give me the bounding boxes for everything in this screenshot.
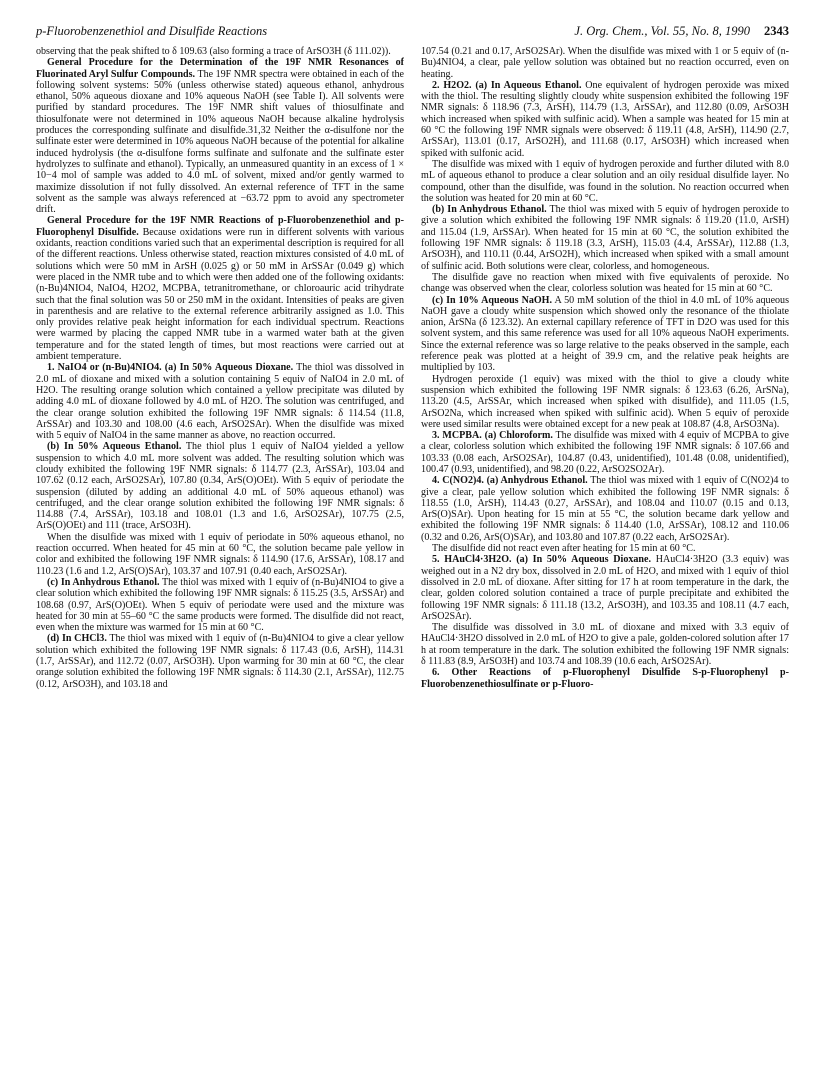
journal-name: J. Org. Chem., Vol. 55, No. 8, 1990 — [574, 24, 750, 38]
paragraph-text: Because oxidations were run in different solvents with various oxidants, reaction conditions varied such that an experimental description is required for all of the different reactions. Unless otherwise stated, reaction mixtures consisted of 4.0 mL of solutions which were 50 mM in ArSH (0.025 g) or 50 mM in ArSSAr (0.049 g) which were placed in the NMR tube and to which were then added one of the following oxidants: (n-Bu)4NIO4, NaIO4, H2O2, MCPBA, tetranitromethane, or chloroauric acid trihydrate such that the final solution was 50 or 250 mM in the oxidant. Intensities of peaks are given in parenthesis and are relative to the external reference arbitrarily assigned as 1.0. This only provides relative peak height information for each individual spectrum. Reactions were warmed by placing the capped NMR tube in a warmed water bath at the given temperature and for the stated length of times, but most reactions were carried out at ambient temperature. — [36, 226, 404, 363]
running-title: p-Fluorobenzenethiol and Disulfide Reactions — [36, 24, 268, 38]
paragraph-text: The 19F NMR spectra were obtained in each of the following solvent systems: 50% (unless otherwise stated) aqueous ethanol, anhydrous ethanol, 50% aqueous dioxane and 10% aqueous NaOH (see Table I). All solvents were purified by standard procedures. The 19F NMR shift values of thiosulfinate and thiosulfonate were not determined in 10% aqueous NaOH because alkaline hydrolysis produces the corresponding sulfinate and disulfide.31,32 Neither the α-disulfone nor the sulfinate ester were determined in 10% aqueous NaOH because of the potential for alkaline induced hydrolysis (the α-disulfone forms sulfinate and sulfonate and the sulfinate ester hydrolyzes to sulfinate and ethanol). Typically, an unmeasured quantity in an excess of 1 × 10−4 mol of sample was added to 4.0 mL of solvent, mixed and/or gently warmed to maximize dissolution if not fully dissolved. An external reference of TFT in the same solvent as the sample was always referenced at −63.72 ppm to avoid any spectrometer drift. — [36, 68, 404, 216]
paragraph-text: When the disulfide was mixed with 1 equiv of periodate in 50% aqueous ethanol, no reaction occurred. When heated for 45 min at 60 °C, the solution became pale yellow in color and exhibited the following 19F NMR signals: δ 114.90 (17.6, ArSSAr), 108.17 and 110.23 (1.6 and 1.2, ArS(O)SAr), 103.37 and 107.91 (0.40 each, ArSO2SAr). — [36, 531, 404, 577]
paragraph-text: The thiol was mixed with 1 equiv of (n-Bu)4NIO4 to give a clear solution which exhibited the following 19F NMR signals: δ 115.25 (3.5, ArSSAr) and 108.68 (0.97, ArS(O)OEt). When 5 equiv of periodate were used and the mixture was heated for 30 min at 55–60 °C the same products were formed. The disulfide did not react, even when the mixture was warmed for 15 min at 60 °C. — [36, 576, 404, 634]
paragraph — [421, 159, 789, 204]
paragraph — [36, 633, 404, 689]
paragraph — [36, 46, 404, 57]
paragraph-text: observing that the peak shifted to δ 109.63 (also forming a trace of ArSO3H (δ 111.02)). — [36, 46, 391, 57]
paragraph — [36, 532, 404, 577]
paragraph — [36, 577, 404, 633]
left-text-column — [36, 46, 404, 1056]
paragraph — [421, 374, 789, 430]
paragraph — [421, 80, 789, 159]
paragraph-text: The thiol was dissolved in 2.0 mL of dioxane and mixed with a solution containing 5 equiv of NaIO4 in 2.0 mL of H2O. The resulting orange solution which contained a yellow precipitate was diluted by adding 4.0 mL of dioxane followed by 4.0 mL of H2O. The solution was centrifuged, and the clear orange solution exhibited the following 19F NMR signals: δ 114.54 (11.8, ArSSAr) and 103.30 and 108.00 (4.6 each, ArSO2SAr). When the disulfide was mixed with 5 equiv of NaIO4 in the same manner as above, no reaction occurred. — [36, 362, 404, 442]
paragraph — [421, 204, 789, 272]
section-heading: (b) In 50% Aqueous Ethanol. — [47, 441, 182, 453]
page-number: 2343 — [764, 24, 789, 38]
paragraph-text: The thiol was mixed with 1 equiv of C(NO2)4 to give a clear, pale yellow solution which exhibited the following 19F NMR signals: δ 118.55 (1.0, ArSH), 114.43 (0.27, ArSSAr), and 108.04 and 110.07 (0.15 and 0.13, ArS(O)SAr). Upon heating for 15 min at 55 °C, the solution became dark yellow and exhibited the following 19F NMR signals: δ 114.40 (1.0, ArSSAr), 108.12 and 110.06 (0.32 and 0.26, ArS(O)SAr), and 103.80 and 107.87 (0.22 each, ArSO2SAr). — [421, 475, 789, 543]
paragraph — [421, 622, 789, 667]
section-heading: 3. MCPBA. (a) Chloroform. — [432, 430, 553, 442]
paragraph-text: One equivalent of hydrogen peroxide was mixed with the thiol. The resulting slightly cloudy white suspension exhibited the following 19F NMR signals: δ 118.96 (7.3, ArSH), 114.79 (1.3, ArSSAr), and 112.80 (0.09, ArSO3H which increased when spiked with sulfinic acid). When a sample was heated for 15 min at 60 °C the following 19F NMR signals were observed: δ 119.11 (4.8, ArSH), 114.90 (2.7, ArSSAr), 113.01 (0.17, ArSO2H), and 111.68 (0.17, ArSO3H) which increased when spiked with sulfonic acid. — [421, 79, 789, 159]
paragraph-text: The disulfide was mixed with 1 equiv of hydrogen peroxide and further diluted with 8.0 mL of aqueous ethanol to produce a clear solution and an oily residual disulfide layer. No compound, other than the disulfide, was found in the solution. No reaction occurred when the solution was heated for 20 min at 60 °C. — [421, 158, 789, 204]
paragraph — [421, 46, 789, 80]
running-header — [36, 24, 789, 42]
paragraph — [421, 272, 789, 295]
paragraph-text: The thiol plus 1 equiv of NaIO4 yielded a yellow suspension to which 4.0 mL more solvent was added. The resulting solution which was cloudy exhibited the following 19F NMR signals: δ 114.77 (2.3, ArSSAr), 103.04 and 107.62 (0.12 each, ArSO2SAr), 107.80 (0.34, ArS(O)OEt). With 5 equiv of periodate the suspension (diluted by adding an additional 4.0 mL of 50% aqueous ethanol) was centrifuged, and the clear orange solution exhibited the following 19F NMR signals: δ 114.88 (7.4, ArSSAr), 103.18 and 108.01 (1.3 and 1.6, ArSO2SAr), 107.75 (2.5, ArS(O)OEt) and 111 (trace, ArSO3H). — [36, 441, 404, 532]
section-heading: 2. H2O2. (a) In Aqueous Ethanol. — [432, 79, 582, 91]
paragraph — [421, 667, 789, 690]
section-heading: 1. NaIO4 or (n-Bu)4NIO4. (a) In 50% Aqueous Dioxane. — [47, 362, 294, 374]
paragraph-text: The thiol was mixed with 5 equiv of hydrogen peroxide to give a solution which exhibited the following 19F NMR signals: δ 119.20 (11.0, ArSH) and 115.04 (1.9, ArSSAr). When heated for 15 min at 60 °C, the solution exhibited the following 19F NMR signals: δ 119.18 (3.3, ArSH), 115.03 (4.4, ArSSAr), 112.88 (1.3, ArSO3H), and 110.11 (0.44, ArSO2H), which increased when spiked with a small amount of sulfinic acid. Both solutions were clear, colorless, and homogeneous. — [421, 204, 789, 272]
section-heading: (b) In Anhydrous Ethanol. — [432, 204, 547, 216]
paragraph-text: HAuCl4·3H2O (3.3 equiv) was weighed out in a N2 dry box, dissolved in 2.0 mL of H2O, and mixed with 1 equiv of thiol dissolved in 2.0 mL of dioxane. After sitting for 17 h at room temperature in the dark, the clear, golden colored solution contained a trace of purple precipitate and exhibited the following 19F NMR signals: δ 111.18 (13.2, ArSO3H), and 103.35 and 108.11 (4.7 each, ArSO2SAr). — [421, 554, 789, 622]
paragraph-text: 107.54 (0.21 and 0.17, ArSO2SAr). When the disulfide was mixed with 1 or 5 equiv of (n-Bu)4NIO4, a clear, pale yellow solution was obtained but no reaction occurred, even on heating. — [421, 46, 789, 80]
paragraph — [36, 215, 404, 362]
section-heading: 6. Other Reactions of p-Fluorophenyl Disulfide S-p-Fluorophenyl p-Fluorobenzenethiosulfinate or p-Fluoro- — [421, 667, 789, 690]
paragraph — [421, 295, 789, 374]
section-heading: (c) In 10% Aqueous NaOH. — [432, 294, 552, 306]
paragraph — [421, 543, 789, 554]
right-text-column — [421, 46, 789, 1056]
paragraph — [36, 57, 404, 215]
paragraph — [36, 441, 404, 531]
paragraph-text: The disulfide was dissolved in 3.0 mL of dioxane and mixed with 3.3 equiv of HAuCl4·3H2O dissolved in 2.0 mL of H2O to give a pale, golden-colored solution after 17 h at room temperature in the dark. The solution exhibited the following 19F NMR signals: δ 111.83 (8.9, ArSO3H) and 103.74 and 108.39 (10.6 each, ArSO2SAr). — [421, 622, 789, 668]
section-heading: (d) In CHCl3. — [47, 633, 107, 645]
paragraph-text: A 50 mM solution of the thiol in 4.0 mL of 10% aqueous NaOH gave a cloudy white suspension which showed only the resonance of the thiolate anion, ArSNa (δ 123.32). An external capillary reference of TFT in D2O was used for this solvent system, and this same reference was used for all 10% aqueous NaOH experiments. Since the external reference was so large relative to the peaks observed in the sample, each reference peak was plotted at a height of 39.9 cm, and the relative peak heights are multiplied by 103. — [421, 294, 789, 374]
paragraph-text: The disulfide was mixed with 4 equiv of MCPBA to give a clear, colorless solution which exhibited the following 19F NMR signals: δ 107.66 and 103.33 (0.08 each, ArSO2SAr), 104.87 (0.43, unidentified), 101.48 (0.08, unidentified), 100.47 (0.93, unidentified), and 98.20 (0.22, ArSO2SO2Ar). — [421, 430, 789, 475]
paragraph-text: The disulfide did not react even after heating for 15 min at 60 °C. — [432, 543, 696, 555]
paragraph — [36, 362, 404, 441]
paragraph — [421, 475, 789, 543]
section-heading: 4. C(NO2)4. (a) Anhydrous Ethanol. — [432, 475, 588, 487]
paragraph-text: The disulfide gave no reaction when mixed with five equivalents of peroxide. No change was observed when the clear, colorless solution was heated for 15 min at 60 °C. — [421, 271, 789, 295]
section-heading: General Procedure for the Determination of the 19F NMR Resonances of Fluorinated Aryl Sulfur Compounds. — [36, 57, 404, 80]
paragraph-text: The thiol was mixed with 1 equiv of (n-Bu)4NIO4 to give a clear yellow solution which exhibited the following 19F NMR signals: δ 117.43 (0.6, ArSH), 114.31 (1.7, ArSSAr), and 112.72 (0.07, ArSO3H). Upon warming for 30 min at 60 °C, the clear orange solution exhibited the following 19F NMR signals: δ 114.30 (2.1, ArSSAr), 112.75 (0.12, ArSO3H), and 103.18 and — [36, 633, 404, 690]
paragraph — [421, 430, 789, 475]
section-heading: General Procedure for the 19F NMR Reactions of p-Fluorobenzenethiol and p-Fluorophenyl Disulfide. — [36, 215, 404, 238]
paragraph-text: Hydrogen peroxide (1 equiv) was mixed with the thiol to give a cloudy white suspension which exhibited the following 19F NMR signals: δ 123.63 (6.26, ArSNa), 113.20 (4.5, ArSSAr, which increased when spiked with disulfide), and 111.05 (1.5, ArSO2Na, which increased when spiked with sulfinic acid). When 5 equiv of peroxide were used similar results were obtained except for a new peak at 108.87 (4.8, ArSO3Na). — [421, 373, 789, 430]
section-heading: 5. HAuCl4·3H2O. (a) In 50% Aqueous Dioxane. — [432, 554, 651, 566]
section-heading: (c) In Anhydrous Ethanol. — [47, 576, 160, 588]
journal-citation — [574, 24, 789, 39]
paragraph — [421, 554, 789, 622]
